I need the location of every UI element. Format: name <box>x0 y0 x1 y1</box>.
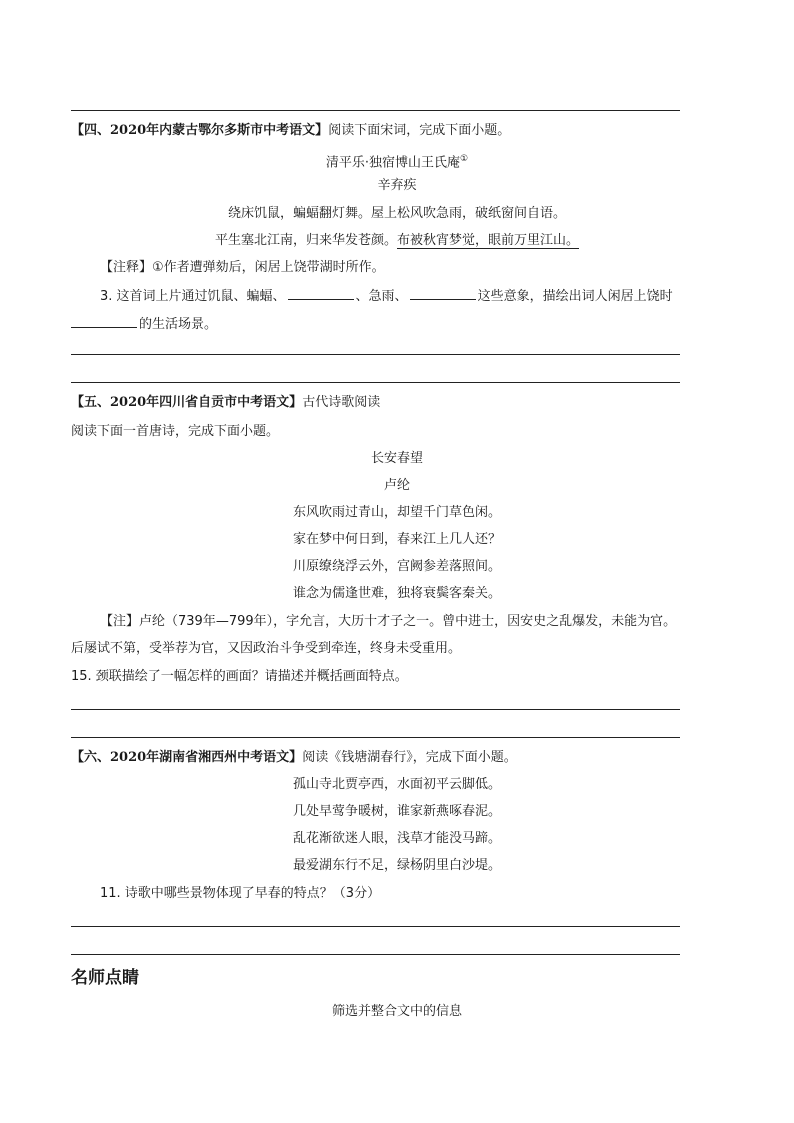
section6-poem-line: 几处早莺争暖树，谁家新燕啄春泥。 <box>292 804 501 819</box>
answer-line[interactable] <box>71 926 680 927</box>
answer-line[interactable] <box>71 709 680 710</box>
footnote-marker: ① <box>460 154 469 164</box>
section4-poem-title <box>0 151 794 171</box>
section5-note-line-2: 后屡试不第，受举荐为官，又因政治斗争受到牵连，终身未受重用。 <box>71 641 462 656</box>
divider <box>71 954 680 955</box>
poem-line-2-part-a: 平生塞北江南，归来华发苍颜。 <box>214 233 397 248</box>
section6-intro: 阅读《钱塘湖春行》，完成下面小题。 <box>302 750 517 765</box>
section5-poem-line: 川原缭绕浮云外，宫阙参差落照间。 <box>292 559 501 574</box>
answer-line[interactable] <box>71 354 680 355</box>
poem-line-2-underlined: 布被秋宵梦觉，眼前万里江山。 <box>397 233 580 248</box>
section4-poem-line-1: 绕床饥鼠，蝙蝠翻灯舞。屋上松风吹急雨，破纸窗间自语。 <box>227 206 566 221</box>
section5-poem-title: 长安春望 <box>370 451 423 466</box>
section4-poem-line-2 <box>0 233 794 249</box>
section6-question: 11. 诗歌中哪些景物体现了早春的特点？（3分） <box>100 886 381 901</box>
answer-blank-2[interactable] <box>410 287 476 300</box>
section5-poem-line: 东风吹雨过青山，却望千门草色闲。 <box>292 505 501 520</box>
section5-source: 【五、2020年四川省自贡市中考语文】 <box>71 395 303 410</box>
section4-intro: 阅读下面宋词，完成下面小题。 <box>328 123 511 138</box>
question-part-a: 3. 这首词上片通过饥鼠、蝙蝠、 <box>100 289 286 304</box>
poem-title: 清平乐·独宿博山王氏庵 <box>325 155 461 171</box>
question-part-d: 的生活场景。 <box>139 317 218 332</box>
section4-question <box>100 287 673 305</box>
section6-poem-line: 孤山寺北贾亭西，水面初平云脚低。 <box>292 777 501 792</box>
section6-source: 【六、2020年湖南省湘西州中考语文】 <box>71 750 303 765</box>
section4-source: 【四、2020年内蒙古鄂尔多斯市中考语文】 <box>71 123 329 138</box>
question-part-b: 、急雨、 <box>355 289 408 304</box>
section5-note-line-1: 【注】卢纶（739年—799年），字允言，大历十才子之一。曾中进士，因安史之乱爆发，未能为官。 <box>100 614 677 629</box>
section5-source-tail: 古代诗歌阅读 <box>302 395 381 410</box>
section6-poem-line: 乱花渐欲迷人眼，浅草才能没马蹄。 <box>292 831 501 846</box>
tips-heading: 名师点睛 <box>71 968 139 988</box>
answer-blank-1[interactable] <box>288 287 354 300</box>
section6-poem-line: 最爱湖东行不足，绿杨阴里白沙堤。 <box>292 858 501 873</box>
divider <box>71 382 680 383</box>
section4-note: 【注释】①作者遭弹劾后，闲居上饶带湖时所作。 <box>100 260 385 275</box>
section5-author: 卢纶 <box>383 478 410 493</box>
section4-question-continued <box>71 315 217 333</box>
section5-poem-line: 谁念为儒逢世难，独将衰鬓客秦关。 <box>292 586 501 601</box>
question-part-c: 这些意象，描绘出词人闲居上饶时 <box>477 289 673 304</box>
tips-subheading: 筛选并整合文中的信息 <box>331 1004 462 1019</box>
divider-top <box>71 110 680 111</box>
divider <box>71 737 680 738</box>
answer-blank-3[interactable] <box>71 315 137 328</box>
section5-question: 15. 颈联描绘了一幅怎样的画面？请描述并概括画面特点。 <box>71 669 408 684</box>
section6-heading <box>71 750 517 766</box>
section4-author: 辛弃疾 <box>377 178 417 193</box>
section5-intro: 阅读下面一首唐诗，完成下面小题。 <box>71 424 280 439</box>
section4-heading <box>71 123 510 139</box>
section5-poem-line: 家在梦中何日到，春来江上几人还？ <box>292 532 501 547</box>
section5-heading <box>71 395 380 411</box>
